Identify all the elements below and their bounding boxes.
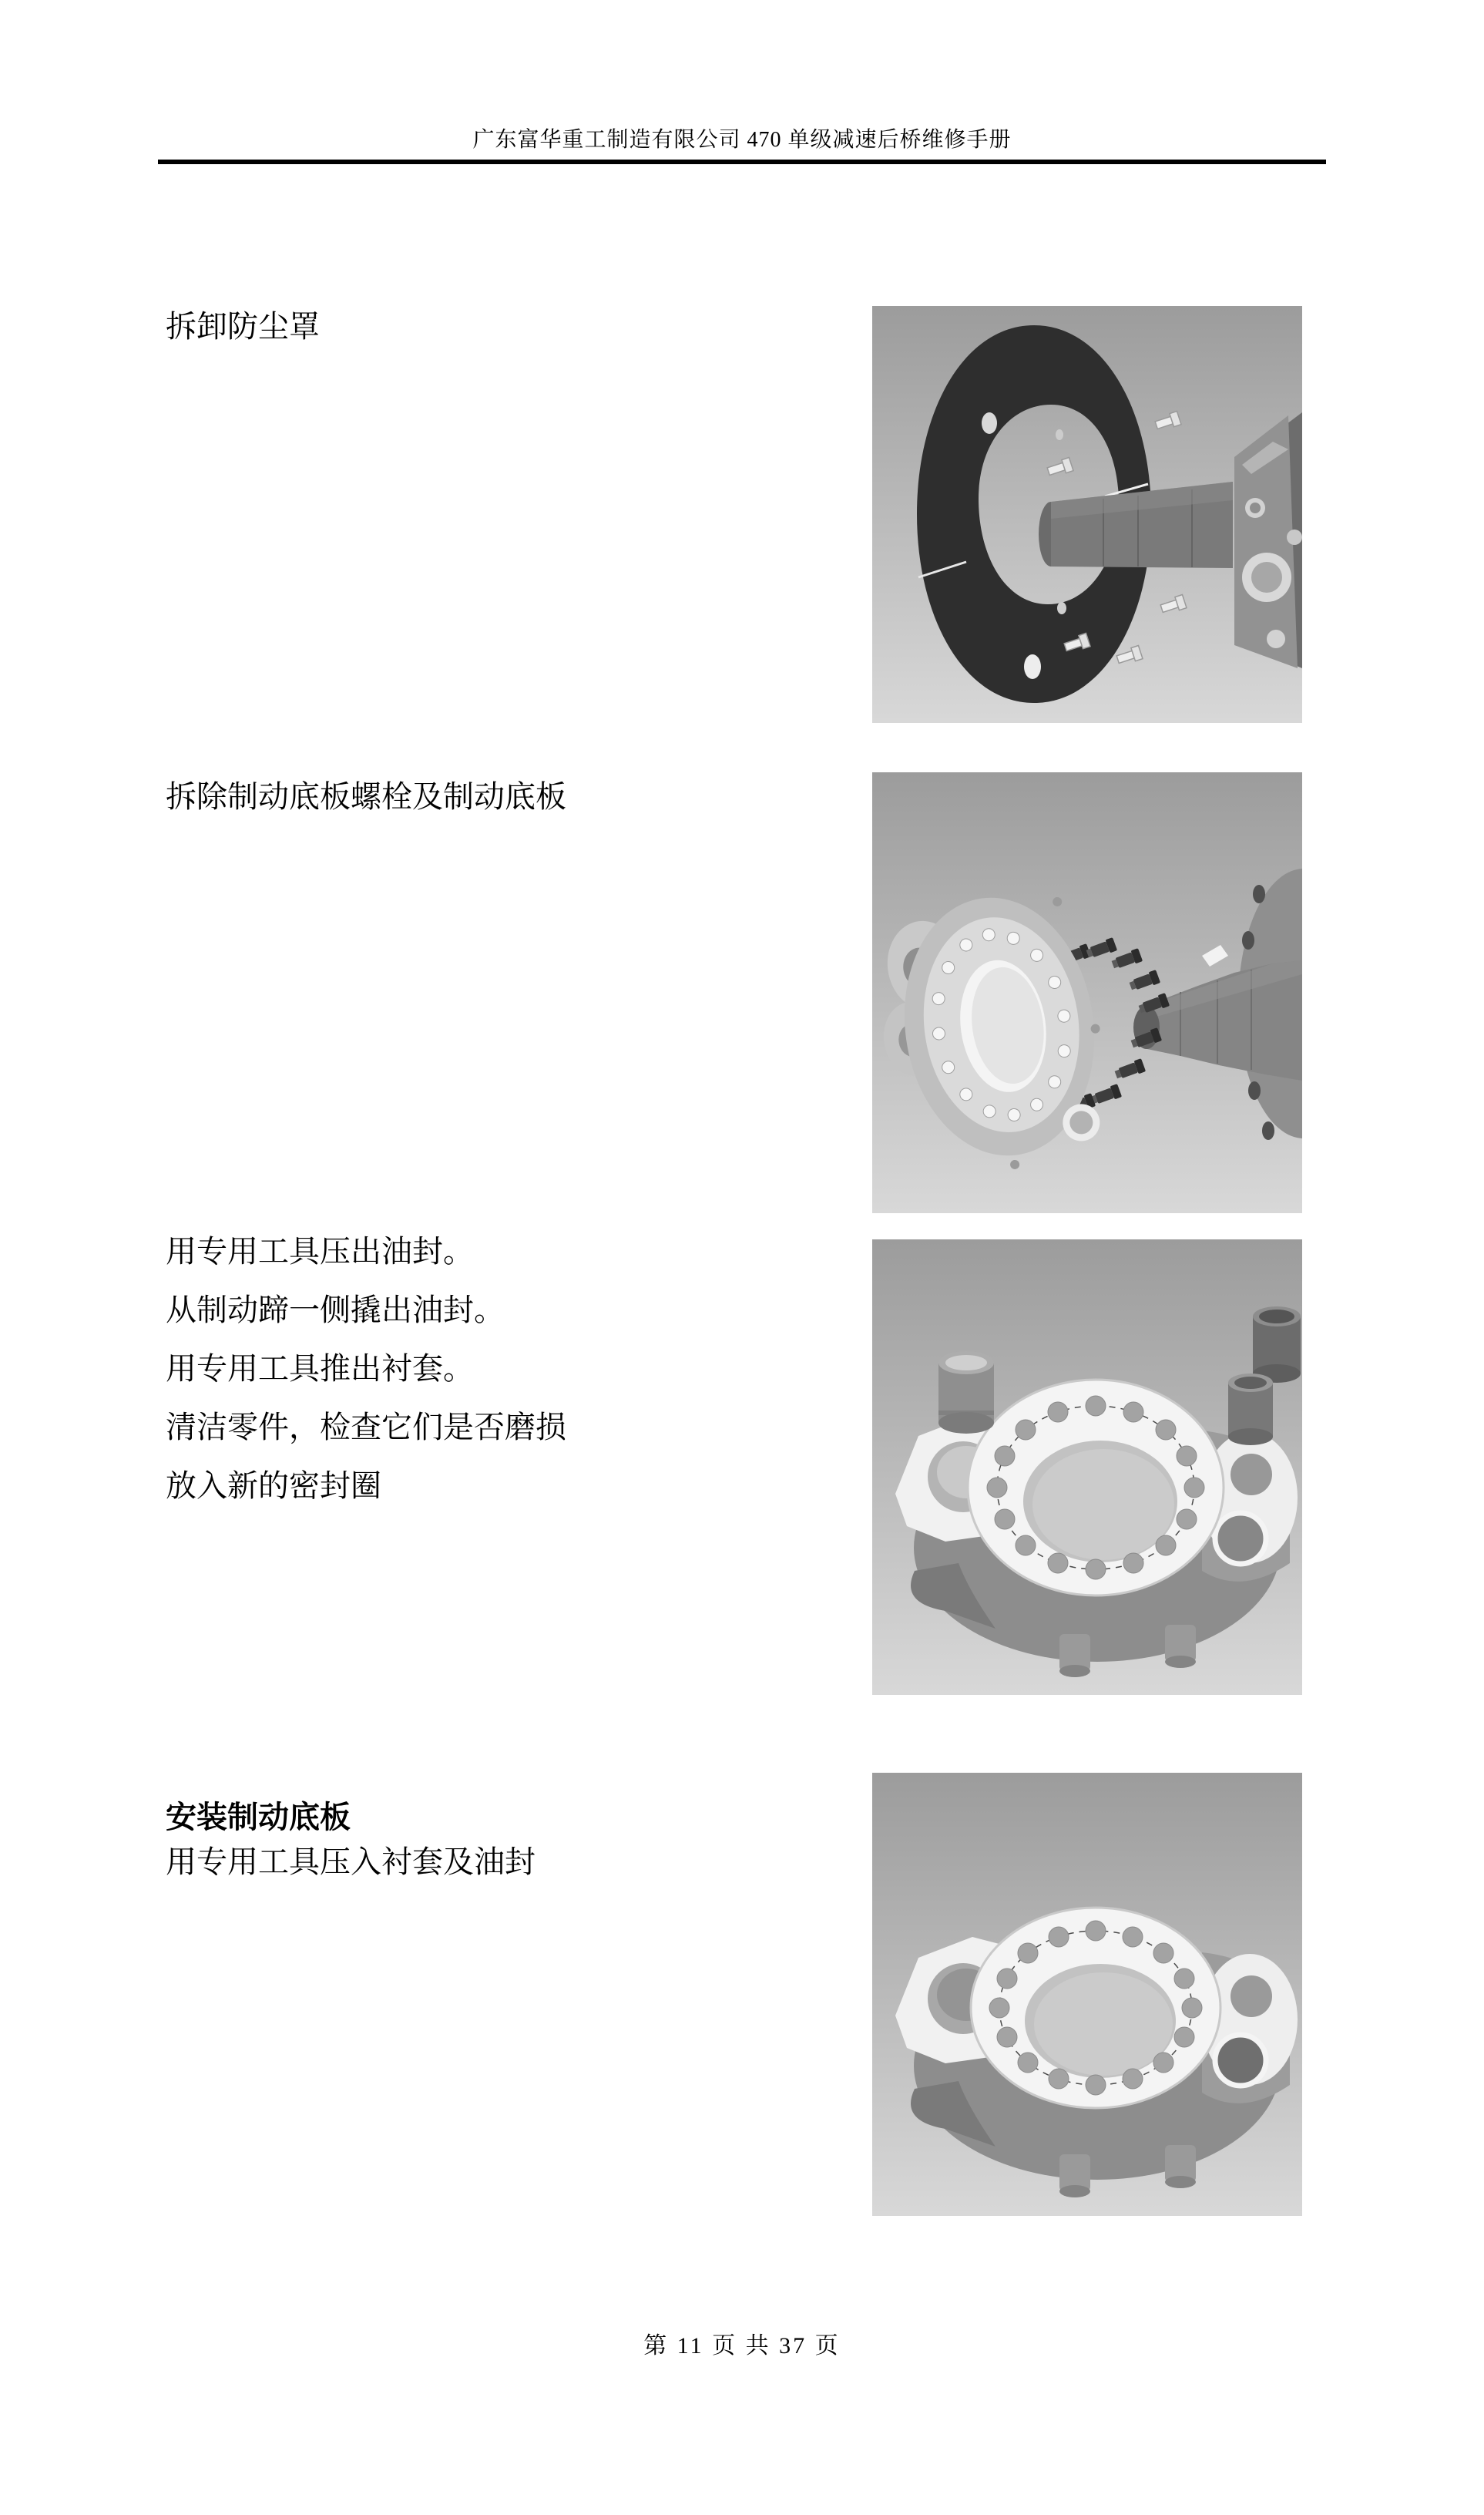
step-line: 从制动蹄一侧撬出油封。 bbox=[166, 1293, 505, 1327]
step-line: 用专用工具推出衬套。 bbox=[166, 1351, 474, 1386]
step-line: 用专用工具压出油封。 bbox=[166, 1234, 474, 1269]
dust-cover-illustration bbox=[872, 306, 1302, 723]
figure-dust-cover-and-axle-shaft bbox=[872, 306, 1302, 723]
backing-plate-removal-illustration bbox=[872, 772, 1302, 1213]
header-rule bbox=[158, 160, 1326, 164]
brake-spider-service-illustration bbox=[872, 1239, 1302, 1695]
step-remove-backing-plate-bolts: 拆除制动底板螺栓及制动底板 bbox=[166, 779, 566, 814]
brake-spider-installed-illustration bbox=[872, 1773, 1302, 2216]
page-number-footer: 第 11 页 共 37 页 bbox=[643, 2333, 841, 2359]
step-remove-dust-cover: 拆卸防尘罩 bbox=[166, 309, 320, 344]
figure-brake-spider-assembled bbox=[872, 1773, 1302, 2216]
step-seal-and-bushing-service bbox=[166, 1222, 566, 1515]
step-line: 放入新的密封圈 bbox=[166, 1468, 381, 1503]
step-press-in-bushing-and-seal: 用专用工具压入衬套及油封 bbox=[166, 1844, 536, 1879]
figure-backing-plate-bolts-and-axle-tube bbox=[872, 772, 1302, 1213]
header-title: 广东富华重工制造有限公司 470 单级减速后桥维修手册 bbox=[472, 128, 1012, 152]
step-line: 清洁零件，检查它们是否磨损 bbox=[166, 1410, 566, 1444]
heading-install-backing-plate: 安装制动底板 bbox=[166, 1800, 351, 1834]
figure-brake-spider-with-bushings bbox=[872, 1239, 1302, 1695]
